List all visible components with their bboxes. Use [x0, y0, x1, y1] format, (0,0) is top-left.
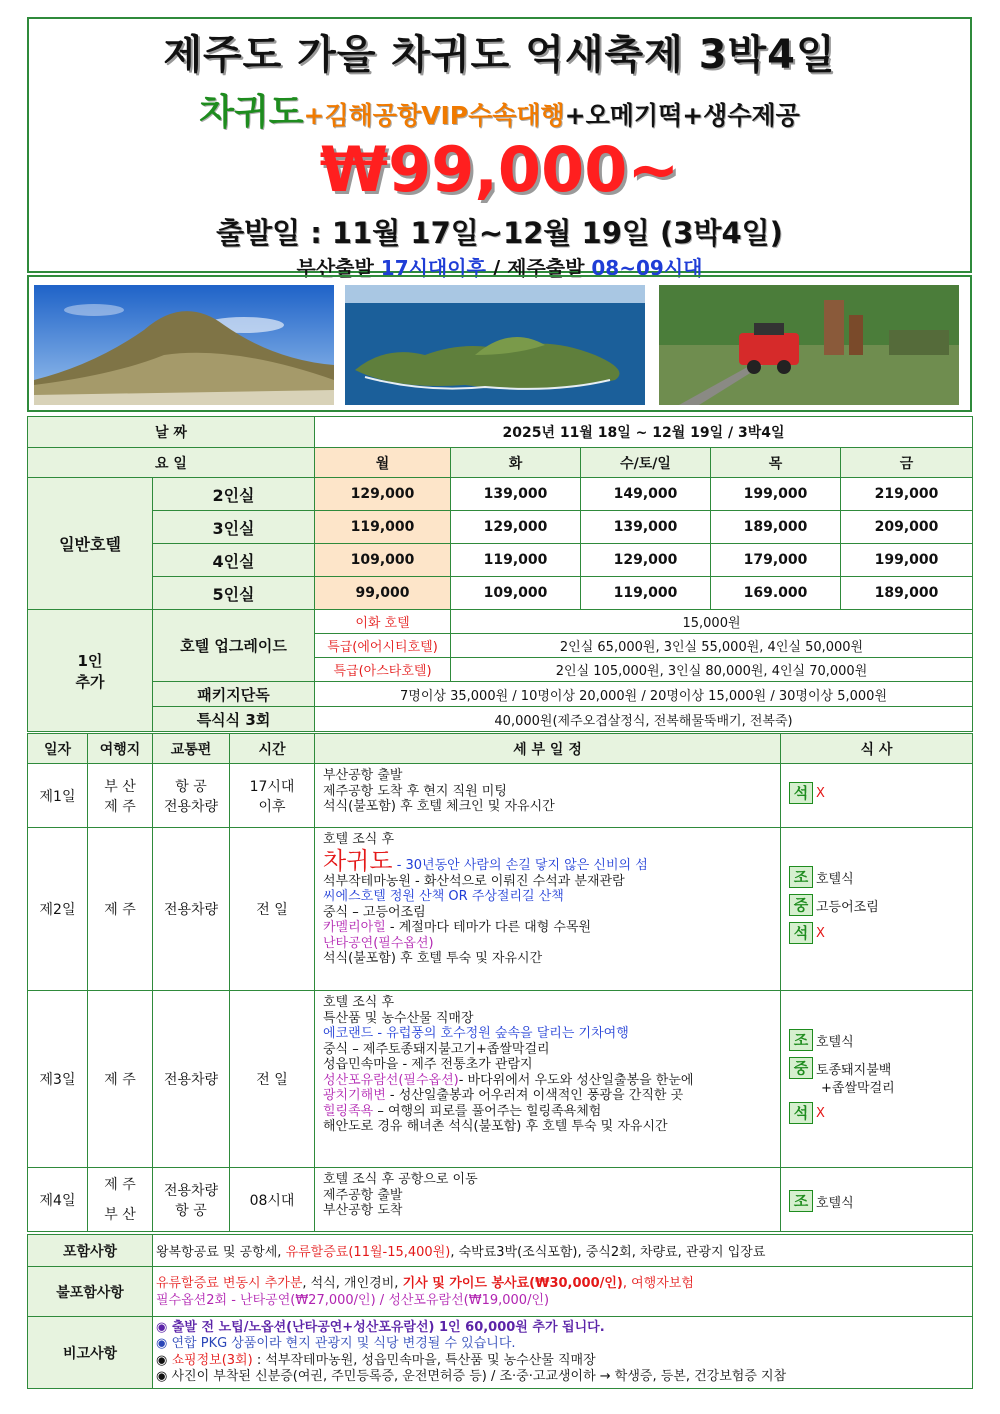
breakfast-icon: 조	[789, 1029, 813, 1051]
room-type: 5인실	[153, 577, 315, 610]
transport-cell: 전용차량 항 공	[153, 1168, 230, 1232]
transport-cell: 항 공 전용차량	[153, 764, 230, 828]
busan-departure-time: 17시대이후	[380, 256, 486, 280]
price-cell: 149,000	[581, 478, 711, 511]
price-cell: 109,000	[451, 577, 581, 610]
price-cell: 199,000	[841, 544, 973, 577]
weekday-fri: 금	[841, 448, 973, 478]
subtitle-chagwido: 차귀도	[199, 92, 304, 133]
schedule-row-day2	[28, 828, 973, 991]
col-header-itinerary: 세 부 일 정	[315, 734, 781, 764]
place-cell: 제 주	[88, 828, 153, 991]
price-cell: 199,000	[711, 478, 841, 511]
photo-oreum-silver-grass	[34, 285, 334, 405]
price-headline: ₩99,000~	[319, 133, 680, 206]
weekday-thu: 목	[711, 448, 841, 478]
photo-strip	[27, 275, 972, 412]
lunch-icon: 중	[789, 894, 813, 916]
meal-cell: 조 호텔식	[781, 1168, 973, 1232]
dinner-icon: 석	[789, 1102, 813, 1124]
transport-cell: 전용차량	[153, 991, 230, 1168]
price-cell: 189,000	[711, 511, 841, 544]
schedule-row-day4	[28, 1168, 973, 1232]
meal-cell: 조 호텔식 중 고등어조림 석 X	[781, 828, 973, 991]
time-cell: 전 일	[230, 828, 315, 991]
upgrade-hotel-name: 특급(아스타호텔)	[315, 658, 451, 682]
itinerary-cell: 호텔 조식 후 공항으로 이동 제주공항 출발 부산공항 도착	[315, 1168, 781, 1232]
special-meal-value: 40,000원(제주오겹살정식, 전복해물뚝배기, 전복죽)	[315, 707, 973, 732]
price-table	[27, 416, 973, 732]
jeju-departure-time: 08~09시대	[591, 256, 703, 280]
package-exclusive-value: 7명이상 35,000원 / 10명이상 20,000원 / 20명이상 15,000원 / 30명이상 5,000원	[315, 682, 973, 707]
weekday-wed-sat-sun: 수/토/일	[581, 448, 711, 478]
transport-cell: 전용차량	[153, 828, 230, 991]
schedule-row-day1	[28, 764, 973, 828]
flyer-header	[27, 17, 972, 280]
price-cell: 169.000	[711, 577, 841, 610]
photo-chagwido-island	[345, 285, 645, 405]
room-type: 4인실	[153, 544, 315, 577]
upgrade-price: 15,000원	[451, 610, 973, 634]
price-cell: 109,000	[315, 544, 451, 577]
upgrade-hotel-name: 이화 호텔	[315, 610, 451, 634]
price-cell: 119,000	[451, 544, 581, 577]
weekday-mon: 월	[315, 448, 451, 478]
meal-cell: 조 호텔식 중 토종돼지불백 +좁쌀막걸리 석 X	[781, 991, 973, 1168]
itinerary-cell: 부산공항 출발 제주공항 도착 후 현지 직원 미팅 석식(불포함) 후 호텔 체크인 및 자유시간	[315, 764, 781, 828]
breakfast-icon: 조	[789, 1190, 813, 1212]
place-cell: 제 주	[88, 991, 153, 1168]
schedule-table	[27, 733, 973, 1232]
hotel-upgrade-label: 호텔 업그레이드	[153, 610, 315, 682]
time-cell: 전 일	[230, 991, 315, 1168]
price-cell: 209,000	[841, 511, 973, 544]
col-header-day: 일자	[28, 734, 88, 764]
dinner-icon: 석	[789, 922, 813, 944]
package-exclusive-label: 패키지단독	[153, 682, 315, 707]
dinner-icon: 석	[789, 782, 813, 804]
date-range: 2025년 11월 18일 ~ 12월 19일 / 3박4일	[315, 417, 973, 448]
room-type: 2인실	[153, 478, 315, 511]
price-cell: 179,000	[711, 544, 841, 577]
day-label: 제4일	[28, 1168, 88, 1232]
price-cell: 119,000	[581, 577, 711, 610]
departure-dates: 출발일 : 11월 17일~12월 19일 (3박4일)	[216, 216, 783, 250]
weekday-tue: 화	[451, 448, 581, 478]
notes-table	[27, 1234, 973, 1389]
itinerary-cell: 호텔 조식 후 차귀도 - 30년동안 사람의 손길 닿지 않은 신비의 섬 석부작테마농원 - 화산석으로 이뤄진 수석과 분재관람 씨에스호텔 정원 산책 OR 주상절리길 산책 중식 – 고등어조림 카멜리아힐 - 계절마다 테마가 다른 대형 수목원 난타공연(필수옵션) 석식(불포함) 후 호텔 투숙 및 자유시간	[315, 828, 781, 991]
place-cell: 제 주 부 산	[88, 1168, 153, 1232]
day-label: 제1일	[28, 764, 88, 828]
day-label: 제3일	[28, 991, 88, 1168]
departure-separator: /	[485, 256, 508, 280]
busan-departure-label: 부산출발	[296, 256, 381, 280]
price-cell: 129,000	[315, 478, 451, 511]
subtitle-vip: +김해공항VIP수속대행	[303, 101, 565, 130]
time-cell: 08시대	[230, 1168, 315, 1232]
flyer-subtitle	[29, 84, 970, 135]
flyer-title: 제주도 가을 차귀도 억새축제 3박4일	[163, 32, 836, 78]
remarks-value: ◉ 출발 전 노팁/노옵션(난타공연+성산포유람선) 1인 60,000원 추가 됩니다. ◉ 연합 PKG 상품이라 현지 관광지 및 식당 변경될 수 있습니다. ◉ 쇼핑정보(3회) : 석부작테마농원, 성읍민속마을, 특산품 및 농수산물 직매장 ◉ 사진이 부착된 신분증(여권, 주민등록증, 운전면허증 등) / 조·중·고교생이하 → 학생증, 등본, 건강보험증 지참	[153, 1317, 973, 1389]
upgrade-price: 2인실 105,000원, 3인실 80,000원, 4인실 70,000원	[451, 658, 973, 682]
meal-cell: 석 X	[781, 764, 973, 828]
general-hotel-label: 일반호텔	[28, 478, 153, 610]
price-cell: 129,000	[581, 544, 711, 577]
lunch-icon: 중	[789, 1057, 813, 1079]
date-label: 날 짜	[28, 417, 315, 448]
price-cell: 139,000	[581, 511, 711, 544]
upgrade-price: 2인실 65,000원, 3인실 55,000원, 4인실 50,000원	[451, 634, 973, 658]
included-label: 포함사항	[28, 1235, 153, 1267]
col-header-time: 시간	[230, 734, 315, 764]
col-header-place: 여행지	[88, 734, 153, 764]
price-cell: 99,000	[315, 577, 451, 610]
time-cell: 17시대 이후	[230, 764, 315, 828]
col-header-transport: 교통편	[153, 734, 230, 764]
jeju-departure-label: 제주출발	[507, 256, 592, 280]
room-type: 3인실	[153, 511, 315, 544]
itinerary-cell: 호텔 조식 후 특산품 및 농수산물 직매장 에코랜드 - 유럽풍의 호수정원 숲속을 달리는 기차여행 중식 – 제주토종돼지불고기+좁쌀막걸리 성읍민속마을 - 제주 전통초가 관람지 성산포유람선(필수옵션)- 바다위에서 우도와 성산일출봉을 한눈에 광치기해변 - 성산일출봉과 어우러져 이색적인 풍광을 간직한 곳 힐링족욕 – 여행의 피로를 풀어주는 힐링족욕체험 해안도로 경유 해녀촌 석식(불포함) 후 호텔 투숙 및 자유시간	[315, 991, 781, 1168]
subtitle-extra: +오메기떡+생수제공	[564, 101, 800, 130]
excluded-label: 불포함사항	[28, 1267, 153, 1317]
remarks-label: 비고사항	[28, 1317, 153, 1389]
price-cell: 129,000	[451, 511, 581, 544]
photo-ecoland-train	[659, 285, 959, 405]
day-label: 제2일	[28, 828, 88, 991]
per-person-extra-label: 1인 추가	[28, 610, 153, 732]
weekday-label: 요 일	[28, 448, 315, 478]
price-cell: 139,000	[451, 478, 581, 511]
col-header-meals: 식 사	[781, 734, 973, 764]
excluded-value: 유류할증료 변동시 추가분, 석식, 개인경비, 기사 및 가이드 봉사료(₩30,000/인), 여행자보험 필수옵션2회 - 난타공연(₩27,000/인) / 성산포유람선(₩19,000/인)	[153, 1267, 973, 1317]
price-cell: 119,000	[315, 511, 451, 544]
included-value: 왕복항공료 및 공항세, 유류할증료(11월-15,400원), 숙박료3박(조식포함), 중식2회, 차량료, 관광지 입장료	[153, 1235, 973, 1267]
special-meal-label: 특식식 3회	[153, 707, 315, 732]
breakfast-icon: 조	[789, 866, 813, 888]
schedule-row-day3	[28, 991, 973, 1168]
upgrade-hotel-name: 특급(에어시티호텔)	[315, 634, 451, 658]
place-cell: 부 산 제 주	[88, 764, 153, 828]
price-cell: 219,000	[841, 478, 973, 511]
price-cell: 189,000	[841, 577, 973, 610]
